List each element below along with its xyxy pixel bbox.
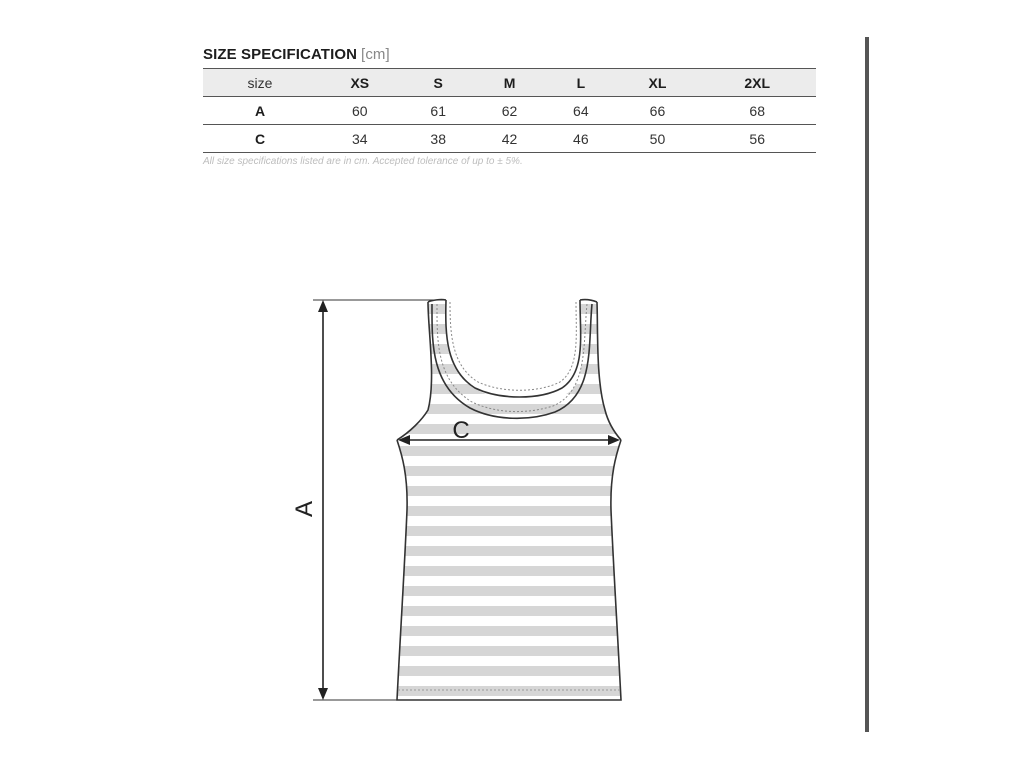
table-cell: 38: [430, 130, 446, 147]
table-cell: 66: [649, 102, 666, 119]
fabric-stripe: [390, 526, 630, 536]
table-cell: 61: [430, 102, 446, 119]
table-cell: 50: [649, 130, 666, 147]
table-cell: 62: [501, 102, 518, 119]
size-header-l: L: [576, 74, 586, 91]
table-cell: 64: [573, 102, 589, 119]
dimension-c-arrow-left: [398, 435, 410, 445]
fabric-stripe: [390, 566, 630, 576]
dimension-a-label: A: [291, 500, 318, 518]
dimension-c-label: C: [452, 417, 470, 444]
size-header-label: size: [247, 74, 273, 91]
fabric-stripe: [390, 646, 630, 656]
table-cell: 42: [501, 130, 518, 147]
fabric-stripe: [390, 466, 630, 476]
size-header-xs: XS: [350, 74, 370, 91]
fabric-stripe: [390, 424, 630, 434]
body-stripes: [390, 446, 630, 696]
fabric-stripe: [390, 626, 630, 636]
row-label: A: [254, 102, 266, 119]
spec-unit: [cm]: [361, 46, 390, 63]
fabric-stripe: [390, 546, 630, 556]
dimension-a-arrow-top: [318, 300, 328, 312]
table-cell: 46: [573, 130, 589, 147]
row-label: C: [254, 130, 266, 147]
spec-title: SIZE SPECIFICATION: [203, 46, 358, 63]
fabric-stripe: [390, 586, 630, 596]
fabric-stripe: [390, 666, 630, 676]
size-header-xl: XL: [648, 74, 667, 91]
size-header-s: S: [433, 74, 443, 91]
table-cell: 34: [352, 130, 368, 147]
table-cell: 56: [749, 130, 765, 147]
back-neckline: [446, 300, 581, 397]
right-strap-top: [580, 300, 597, 302]
size-header-2xl: 2XL: [744, 74, 771, 91]
right-armhole-outline: [597, 302, 621, 440]
fabric-stripe: [390, 486, 630, 496]
fabric-stripe: [390, 506, 630, 516]
fabric-stripe: [390, 606, 630, 616]
left-armhole-outline: [397, 302, 432, 440]
fabric-stripe: [390, 686, 630, 696]
table-cell: 60: [352, 102, 368, 119]
fabric-stripe: [390, 446, 630, 456]
dimension-a-arrow-bottom: [318, 688, 328, 700]
tolerance-note: All size specifications listed are in cm. Accepted tolerance of up to ± 5%.: [203, 156, 523, 167]
table-cell: 68: [749, 102, 765, 119]
size-header-m: M: [503, 74, 516, 91]
